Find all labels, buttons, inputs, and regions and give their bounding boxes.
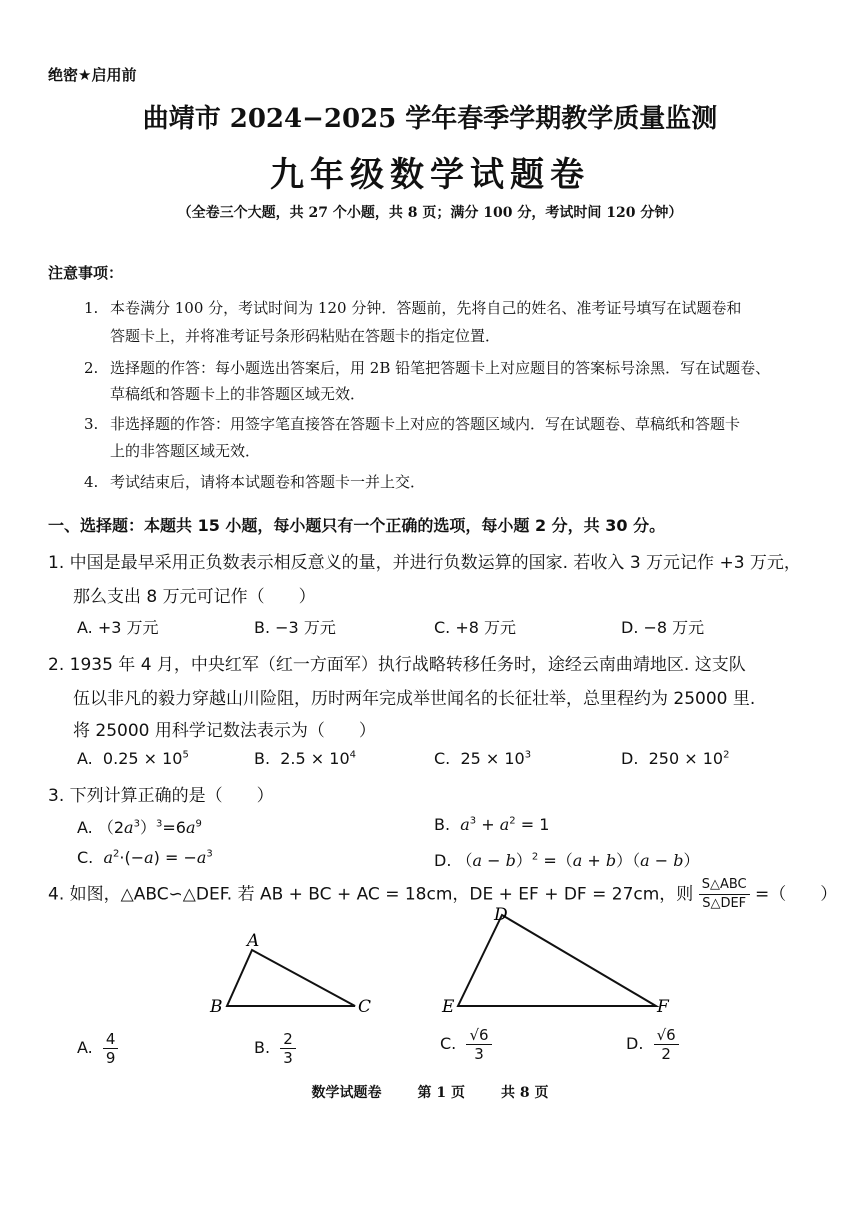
vertex-e-label: E — [442, 997, 455, 1017]
option-label: C. — [440, 1034, 457, 1053]
option-label: A. — [77, 1038, 93, 1057]
option-label: A. — [77, 749, 93, 768]
fraction-numerator: S△ABC — [699, 876, 750, 895]
q2-stem-line1: 2. 1935 年 4 月，中央红军（红一方面军）执行战略转移任务时，途经云南曲靖地区. 这支队 — [48, 655, 746, 675]
q2-option-d — [621, 749, 729, 768]
option-fraction — [103, 1030, 119, 1067]
q2-option-a — [77, 749, 189, 768]
fraction-denominator: 3 — [283, 1049, 293, 1067]
q2-stem-line3: 将 25000 用科学记数法表示为（ ） — [73, 721, 376, 741]
option-value: 2.5 × 10 — [280, 749, 350, 768]
notice-num: 2. — [84, 359, 99, 377]
page-footer — [0, 1082, 860, 1102]
notice-text: 考试结束后，请将本试题卷和答题卡一并上交． — [110, 473, 426, 491]
option-exponent: 3 — [524, 749, 532, 761]
triangle-abc — [227, 950, 355, 1006]
option-label: C. — [77, 848, 94, 867]
fraction-numerator: 4 — [103, 1030, 119, 1049]
footer-total-pages: 共 8 页 — [501, 1085, 549, 1101]
notice-item-1 — [84, 297, 741, 318]
q2-option-b — [254, 749, 356, 768]
notice-text: 非选择题的作答：用签字笔直接答在答题卡上对应的答题区域内．写在试题卷、草稿纸和答题卡 — [110, 415, 741, 433]
footer-paper-name: 数学试题卷 — [311, 1085, 382, 1101]
exam-subtitle: 九年级数学试题卷 — [270, 155, 590, 195]
q3-stem: 3. 下列计算正确的是（ ） — [48, 786, 274, 806]
q1-stem-line2: 那么支出 8 万元可记作（ ） — [73, 587, 316, 607]
q1-option-a: A. +3 万元 — [77, 618, 159, 637]
option-label: D. — [621, 749, 639, 768]
option-value: 0.25 × 10 — [102, 749, 183, 768]
option-fraction — [280, 1030, 296, 1067]
q1-stem-line1: 1. 中国是最早采用正负数表示相反意义的量，并进行负数运算的国家. 若收入 3 万元记作 +3 万元， — [48, 553, 801, 573]
exam-info: （全卷三个大题，共 27 个小题，共 8 页；满分 100 分，考试时间 120 分钟） — [177, 205, 683, 221]
option-label: D. — [434, 851, 452, 870]
q4-stem-text: 4. 如图，△ABC∽△DEF. 若 AB + BC + AC = 18cm，DE + EF + DF = 27cm，则 — [48, 884, 694, 905]
q1-option-c: C. +8 万元 — [434, 618, 517, 637]
fraction-denominator: 9 — [105, 1049, 116, 1067]
q4-option-a — [77, 1030, 118, 1067]
q3-option-b: B. $a^3 + a^2 = 1$ — [434, 815, 550, 834]
fraction-numerator: 2 — [280, 1030, 296, 1049]
notice-item-1-cont: 答题卡上，并将准考证号条形码粘贴在答题卡的指定位置． — [110, 327, 501, 345]
option-label: B. — [434, 815, 451, 834]
q3-option-c: C. $a^2\cdot(-a) = -a^3$ — [77, 848, 213, 867]
option-fraction — [466, 1026, 491, 1063]
option-label: C. — [434, 749, 451, 768]
option-label: A. — [77, 818, 93, 837]
vertex-b-label: B — [210, 997, 223, 1017]
option-label: B. — [254, 1038, 271, 1057]
notice-item-3-cont: 上的非答题区域无效． — [110, 442, 261, 460]
option-value: 25 × 10 — [460, 749, 525, 768]
fraction-denominator: 3 — [474, 1045, 484, 1063]
q4-option-c — [440, 1026, 492, 1063]
vertex-c-label: C — [358, 997, 372, 1017]
section-heading: 一、选择题：本题共 15 小题，每小题只有一个正确的选项，每小题 2 分，共 30 分。 — [48, 516, 666, 535]
fraction-denominator: S△DEF — [702, 896, 747, 911]
notice-num: 4. — [84, 473, 99, 491]
q2-option-c — [434, 749, 531, 768]
q4-ratio-fraction — [699, 876, 750, 913]
vertex-d-label: D — [494, 905, 508, 925]
q3-option-d: D. $(a - b)^2 =(a + b)(a - b)$ — [434, 851, 700, 870]
option-label: B. — [254, 749, 271, 768]
q4-stem-end: =（ ） — [755, 884, 838, 905]
q2-stem-line2: 伍以非凡的毅力穿越山川险阻，历时两年完成举世闻名的长征壮举，总里程约为 25000 里. — [73, 689, 756, 709]
similar-triangles-figure — [190, 900, 690, 1030]
q4-option-b — [254, 1030, 296, 1067]
notice-text: 选择题的作答：每小题选出答案后，用 2B 铅笔把答题卡上对应题目的答案标号涂黑．写在试题卷、 — [110, 359, 771, 377]
exam-title: 曲靖市 2024−2025 学年春季学期教学质量监测 — [142, 104, 718, 134]
option-value: 250 × 10 — [648, 749, 724, 768]
q4-option-d — [626, 1026, 679, 1063]
option-exponent: 5 — [182, 749, 189, 761]
q1-option-d: D. −8 万元 — [621, 618, 705, 637]
fraction-numerator: √6 — [466, 1026, 491, 1045]
notice-item-2 — [84, 357, 770, 378]
option-label: D. — [626, 1034, 644, 1053]
option-fraction — [654, 1026, 679, 1063]
notice-num: 1. — [84, 299, 99, 317]
notice-item-2-cont: 草稿纸和答题卡上的非答题区域无效． — [110, 385, 366, 403]
notice-heading: 注意事项： — [48, 264, 124, 282]
footer-page-number: 第 1 页 — [417, 1085, 465, 1101]
notice-text: 本卷满分 100 分，考试时间为 120 分钟．答题前，先将自己的姓名、准考证号填写在试题卷和 — [110, 299, 742, 317]
notice-item-3 — [84, 413, 740, 434]
option-exponent: 2 — [723, 749, 730, 761]
triangle-def — [458, 915, 656, 1006]
q1-option-b: B. −3 万元 — [254, 618, 336, 637]
vertex-f-label: F — [657, 997, 669, 1017]
confidential-mark: 绝密★启用前 — [48, 66, 137, 84]
notice-item-4 — [84, 471, 425, 492]
q3-option-a: A. $(2a^3)^3=6a^9$ — [77, 818, 202, 837]
notice-num: 3. — [84, 415, 99, 433]
fraction-denominator: 2 — [661, 1045, 671, 1063]
option-exponent: 4 — [349, 749, 356, 761]
vertex-a-label: A — [247, 931, 260, 951]
fraction-numerator: √6 — [654, 1026, 679, 1045]
